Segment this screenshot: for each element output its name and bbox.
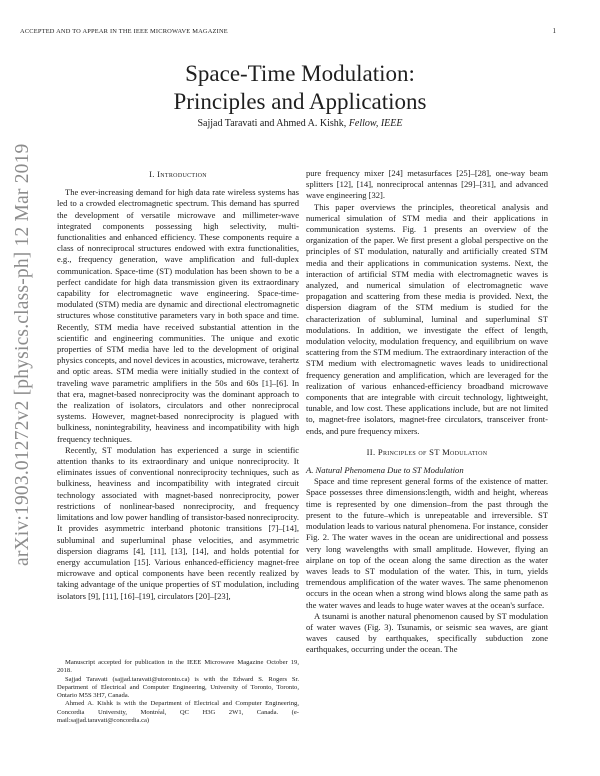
section-2-numeral: II. xyxy=(366,446,378,457)
arxiv-stamp[interactable]: arXiv:1903.01272v2 [physics.class-ph] 12 Mar 2019 xyxy=(12,143,33,566)
right-column xyxy=(306,168,548,656)
author-fellow: Fellow, IEEE xyxy=(348,118,403,129)
title-line-2: Principles and Applications xyxy=(173,89,427,114)
author-names: Sajjad Taravati and Ahmed A. Kishk, xyxy=(197,118,349,129)
intro-paragraph-4: This paper overviews the principles, theoretical analysis and numerical simulation of STM media and their applications in communication systems. Fig. 1 presents an overview of the organization of the paper. We first present a global perspective on the principles of ST modulation, naturally and artificially created STM media and their applications in communication systems. Next, the interaction of artificial STM media with electromagnetic waves is analyzed, and numerical simulation of electromagnetic wave propagation and scattering from these media is provided. Next, the dispersion diagram of the STM medium is studied for the characterization of subluminal, luminal and superluminal ST modulations. In addition, we investigate the effect of length, modulation velocity, modulation frequency, and equilibrium on wave scattering from the STM medium. The extraordinary interaction of the STM medium with electromagnetic waves leads to unidirectional frequency generation and amplification, which are leveraged for the realization of various enhanced-efficiency broadband microwave components that are integrable with circuit technology, lightweight, tunable, and low cost. These applications include, but are not limited to, magnet-free isolators, magnet-free circulators, transceiver front-ends, and pure frequency mixers. xyxy=(306,201,548,436)
footnote-manuscript: Manuscript accepted for publication in the IEEE Microwave Magazine October 19, 2018. xyxy=(57,659,299,675)
section-2-paragraph-2: A tsunami is another natural phenomenon caused by ST modulation of water waves (Fig. 3). Tsunamis, or seismic sea waves, are giant waves caused by earthquakes, specifically subduction zone earthquakes, occurring under the ocean. The xyxy=(306,610,548,655)
journal-header: ACCEPTED AND TO APPEAR IN THE IEEE MICROWAVE MAGAZINE xyxy=(20,28,228,35)
footnote-author-1: Sajjad Taravati (sajjad.taravati@utoronto.ca) is with the Edward S. Rogers Sr. Department of Electrical and Computer Engineering, University of Toronto, Toronto, Ontario M5S 3H7, Canada. xyxy=(57,675,299,700)
section-1-title: Introduction xyxy=(157,169,207,179)
left-column xyxy=(57,168,299,602)
section-1-heading xyxy=(57,169,299,180)
footnotes xyxy=(57,659,299,725)
footnote-author-2: Ahmed A. Kishk is with the Department of Electrical and Computer Engineering, Concordia University, Montréal, QC H3G 2W1, Canada. (e-mail:sajjad.taravati@concordia.ca) xyxy=(57,700,299,725)
section-1-numeral: I. xyxy=(149,169,158,179)
title-line-1: Space-Time Modulation: xyxy=(185,61,415,86)
section-2-title: Principles of ST Modulation xyxy=(377,446,488,457)
paper-title xyxy=(60,60,540,116)
author-line xyxy=(60,118,540,129)
intro-paragraph-1: The ever-increasing demand for high data rate wireless systems has led to a crowded electromagnetic spectrum. This demand has spurred the development of versatile microwave and millimeter-wave integrated components possessing high selectivity, multi-functionalities and enhanced efficiency. These components require a class of nonreciprocal structures endowed with extra functionalities, e.g., frequency generation, wave amplification and full-duplex communication. Space-time (ST) modulation has been shown to be a perfect candidate for high data transmission given its extraordinary capability for electromagnetic wave engineering. Space-time-modulated (STM) media are dynamic and directional electromagnetic structures whose constitutive parameters vary in both space and time. Recently, STM media have received substantial attention in the scientific and engineering communities. The unique and exotic properties of STM media have led to the development of original physics concepts, and novel devices in acoustics, microwave, terahertz and optic areas. STM media were initially studied in the context of traveling wave parametric amplifiers in the 50s and 60s [1]–[6]. In that era, magnet-based nonreciprocity was the dominant approach to the realization of isolators, circulators and other nonreciprocal systems. However, magnet-based nonreciprocity is plagued with bulkiness, nonintegrability, heaviness and incompatibility with high frequency techniques. xyxy=(57,187,299,444)
page-number: 1 xyxy=(552,27,556,35)
subsection-a-heading: A. Natural Phenomena Due to ST Modulation xyxy=(306,465,464,476)
intro-paragraph-3: pure frequency mixer [24] metasurfaces [25]–[28], one-way beam splitters [12], [14], nonreciprocal antennas [29]–[31], and advanced wave engineering [32]. xyxy=(306,168,548,201)
intro-paragraph-2: Recently, ST modulation has experienced a surge in scientific attention thanks to its extraordinary and unique nonreciprocity. It eliminates issues of conventional nonreciprocity techniques, such as bulkiness, heaviness and incompatibility with integrated circuit technology associated with magnet-based nonreciprocity, power restrictions of nonlinear-based nonreciprocity, and frequency limitations and low power handling of transistor-based nonreciprocity. It provides asymmetric interband photonic transitions [7]–[14], subluminal and superluminal phase velocities, and asymmetric dispersion diagrams [4], [11], [13], [14], and holds potential for energy accumulation [15]. Various enhanced-efficiency magnet-free microwave and optical components have been recently realized by taking advantage of the unique properties of ST modulation, including isolators [9], [11], [16]–[19], circulators [20]–[23], xyxy=(57,444,299,601)
section-2-heading xyxy=(306,447,548,458)
section-2-paragraph-1: Space and time represent general forms of the existence of matter. Space possesses three dimensions:length, width and height, whereas time is represented by one dimension–from the past through the present to the future–which is unrepeatable and irreversible. ST modulation leads to various natural phenomena. For instance, consider Fig. 2. The water waves in the ocean are unidirectional and possess very long wavelengths with small amplitude. However, flying an airplane on top of the ocean along the same direction as the water waves leads to ST modulation of the water. This, in turn, yields tremendous amplification of the water waves. The same phenomenon occurs in the ocean when a strong wind blows along the same path as the water waves and leads to huge water waves at the ocean's surface. xyxy=(306,476,548,610)
